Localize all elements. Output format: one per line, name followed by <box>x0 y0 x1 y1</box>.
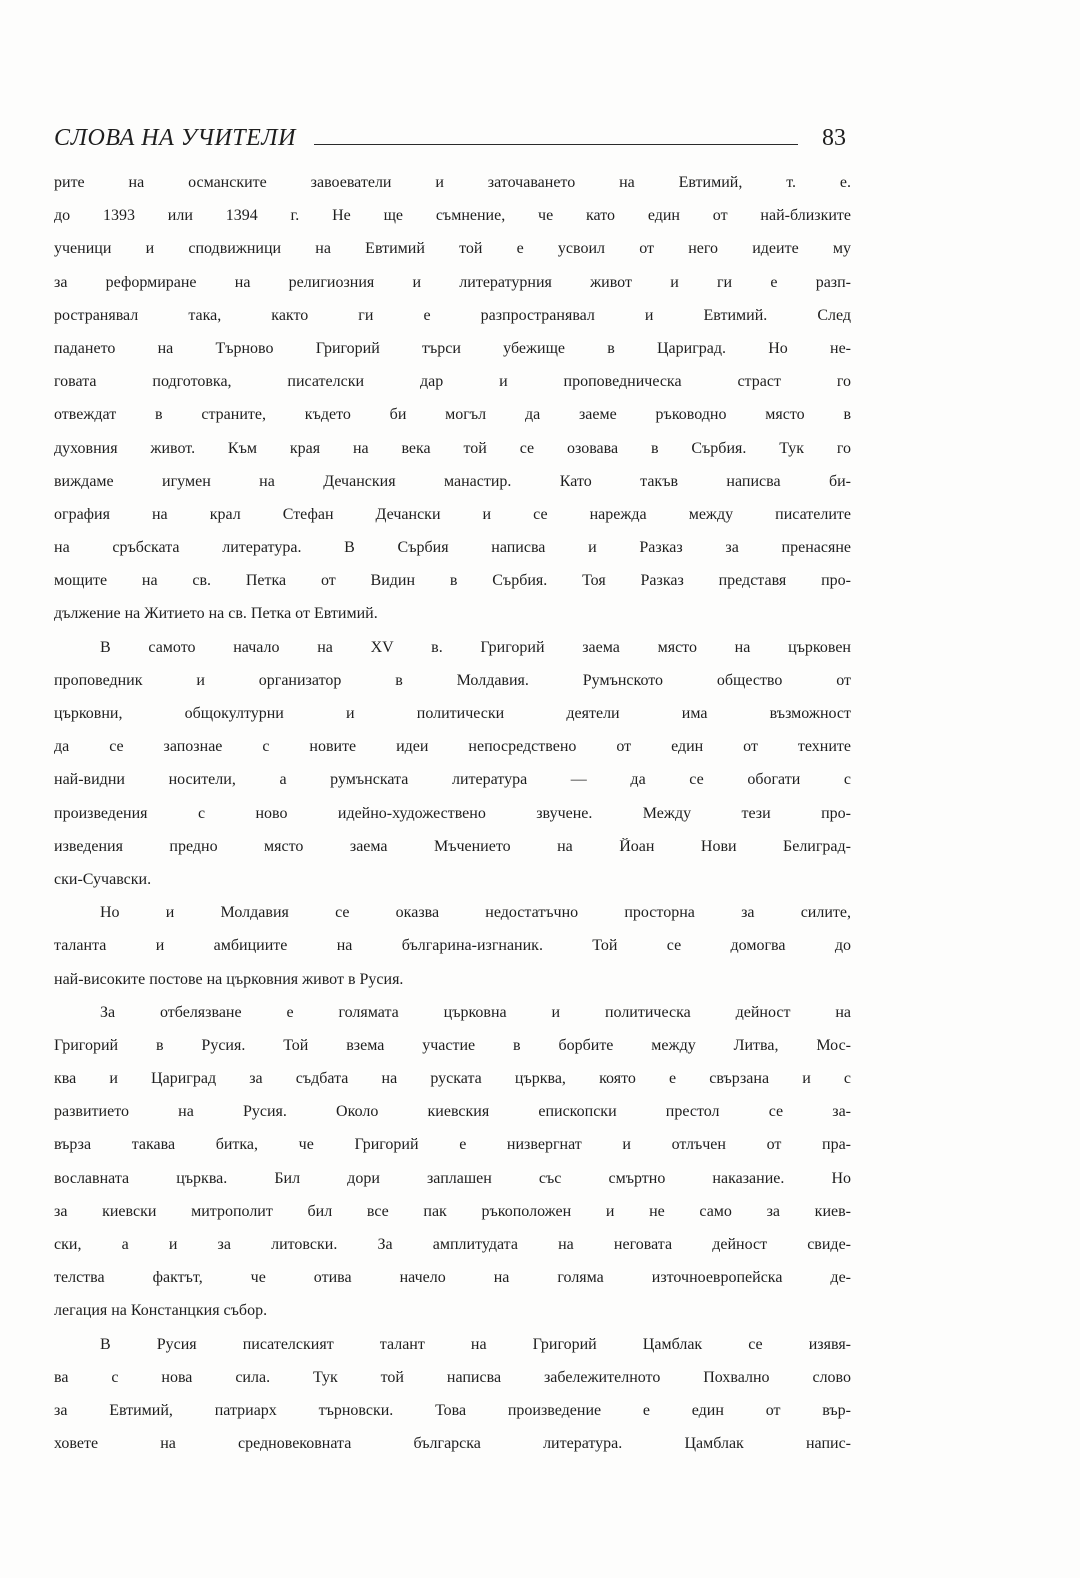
paragraph <box>54 904 851 1004</box>
text-line: развитието на Русия. Около киевския епископски престол се за- <box>54 1103 851 1121</box>
text-line: ски-Сучавски. <box>54 870 152 888</box>
text-line: виждаме игумен на Дечанския манастир. Като такъв написва би- <box>54 472 851 490</box>
text-line: мощите на св. Петка от Видин в Сърбия. Тоя Разказ представя про- <box>54 572 851 590</box>
text-line: дължение на Житието на св. Петка от Евтимий. <box>54 605 378 623</box>
text-line: Но и Молдавия се оказва недостатъчно просторна за силите, <box>100 904 851 922</box>
paragraph <box>54 174 851 639</box>
paragraph <box>54 639 851 905</box>
running-header <box>54 118 846 158</box>
text-line: За отбелязване е голямата църковна и политическа дейност на <box>100 1003 851 1021</box>
text-line: за Евтимий, патриарх търновски. Това произведение е един от вър- <box>54 1401 851 1419</box>
text-line: на сръбската литература. В Сърбия написва и Разказ за пренасяне <box>54 539 851 557</box>
running-title: СЛОВА НА УЧИТЕЛИ <box>54 124 296 151</box>
text-line: вославната църква. Бил дори заплашен със смъртно наказание. Но <box>54 1169 851 1187</box>
text-line: да се запознае с новите идеи непосредствено от един от техните <box>54 738 851 756</box>
paragraph <box>54 1336 851 1469</box>
text-line: за киевски митрополит бил все пак ръкоположен и не само за киев- <box>54 1202 851 1220</box>
body-text <box>54 174 851 1468</box>
text-line: проповедник и организатор в Молдавия. Румънското общество от <box>54 671 851 689</box>
paragraph <box>54 1004 851 1336</box>
text-line: за реформиране на религиозния и литературния живот и ги е разп- <box>54 273 851 291</box>
text-line: отвеждат в страните, където би могъл да заеме ръководно място в <box>54 406 851 424</box>
text-line: ква и Цариград за съдбата на руската църква, която е свързана и с <box>54 1070 851 1088</box>
text-line: таланта и амбициите на българина-изгнаник. Той се домогва до <box>54 937 851 955</box>
text-line: ва с нова сила. Тук той написва забележителното Похвално слово <box>54 1368 851 1386</box>
header-rule <box>314 144 798 145</box>
page-number: 83 <box>822 124 846 151</box>
text-line: В Русия писателският талант на Григорий Цамблак се изявя- <box>100 1335 851 1353</box>
text-line: ховете на средновековната българска литература. Цамблак напис- <box>54 1435 851 1453</box>
text-line: ография на крал Стефан Дечански и се нарежда между писателите <box>54 505 851 523</box>
text-line: изведения предно място заема Мъчението на Йоан Нови Белиград- <box>54 837 851 855</box>
text-line: ски, а и за литовски. За амплитудата на неговата дейност свиде- <box>54 1236 851 1253</box>
text-line: до 1393 или 1394 г. Не ще съмнение, че като един от най-близките <box>54 207 851 225</box>
text-line: най-видни носители, а румънската литература — да се обогати с <box>54 771 851 789</box>
text-line: легация на Констанцкия събор. <box>54 1302 268 1320</box>
text-line: телства фактът, че отива начело на голяма източноевропейска де- <box>54 1269 851 1287</box>
text-line: падането на Търново Григорий търси убежище в Цариград. Но не- <box>54 339 851 357</box>
text-line: най-високите постове на църковния живот в Русия. <box>54 970 404 988</box>
text-line: върза такава битка, че Григорий е низвергнат и отлъчен от пра- <box>54 1136 851 1154</box>
text-line: говата подготовка, писателски дар и проповедническа страст го <box>54 373 851 391</box>
text-line: духовния живот. Към края на века той се озовава в Сърбия. Тук го <box>54 439 851 457</box>
text-line: църковни, общокултурни и политически деятели има възможност <box>54 705 851 722</box>
text-line: рите на османските завоеватели и заточаването на Евтимий, т. е. <box>54 174 851 191</box>
text-line: Григорий в Русия. Той взема участие в борбите между Литва, Мос- <box>54 1036 851 1054</box>
text-line: В самото начало на XV в. Григорий заема място на църковен <box>100 638 851 656</box>
text-line: ученици и сподвижници на Евтимий той е усвоил от него идеите му <box>54 240 851 258</box>
text-line: произведения с ново идейно-художествено звучене. Между тези про- <box>54 804 851 822</box>
text-line: ространявал така, както ги е разпространявал и Евтимий. След <box>54 306 851 324</box>
